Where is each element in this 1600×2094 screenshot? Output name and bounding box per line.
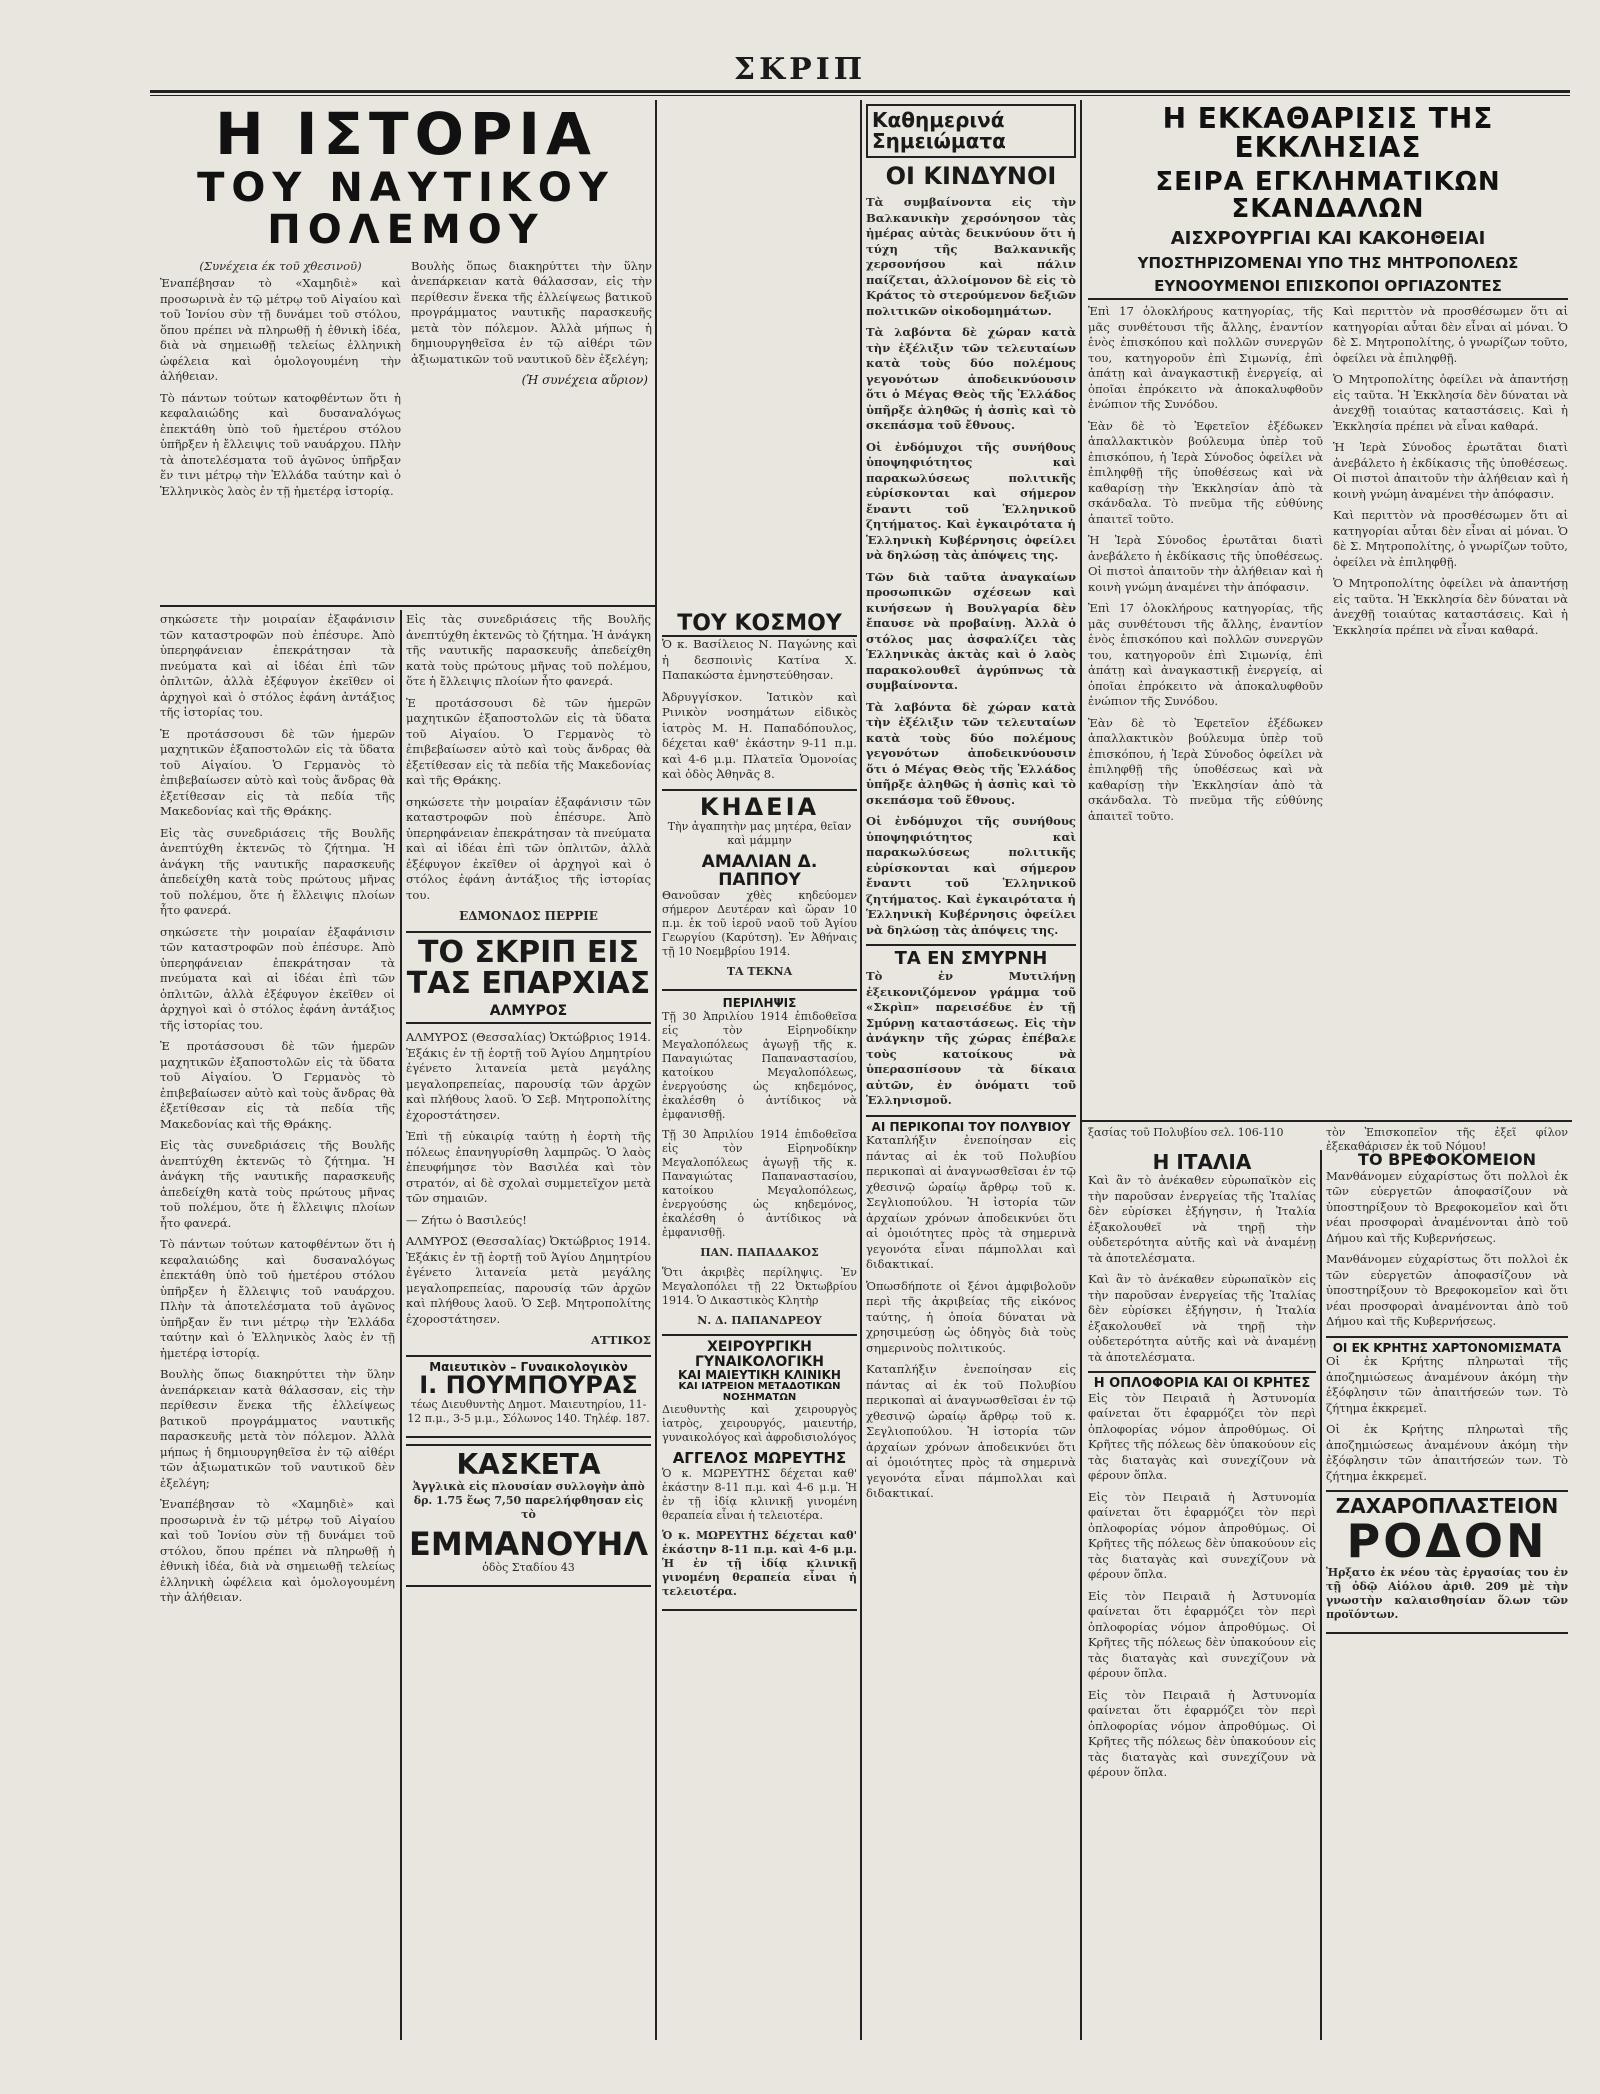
italy-title: Η ΙΤΑΛΙΑ [1152, 1150, 1252, 1174]
church-tail-text: τὸν Ἐπισκοπεῖον τῆς ἐξεῖ φίλον ἐξεκαθάρισεν ἐκ τοῦ Νόμου! [1326, 1126, 1568, 1153]
daily-paragraph-4: Τῶν διὰ ταῦτα ἀναγκαίων προσωπικῶν σχέσεων καὶ κινήσεων ἡ Βουλγαρία δὲν ἔπαυσε νὰ προβαίνῃ. Ἀλλὰ ὁ στόλος μας ἀσφαλίζει τὰς Ἑλληνικὰς ἀκτὰς καὶ ὁ λαὸς παρακολουθεῖ ἀγρύπνως τὰ συμβαίνοντα. [866, 569, 1076, 693]
column-rule-4 [400, 610, 402, 2040]
church-paragraph-3: Ἡ Ἱερὰ Σύνοδος ἐρωτᾶται διατὶ ἀνεβάλετο ἡ ἐκδίκασις τῆς ὑποθέσεως. Οἱ πιστοὶ ἀπαιτοῦν τὴν ἀλήθειαν καὶ ἡ κοινὴ γνώμη ἀναμένει τὴν ἀπόφασιν. [1088, 533, 1323, 594]
provinces-author: ΕΔΜΟΝΔΟΣ ΠΕΡΡΙΕ [459, 909, 598, 923]
provinces-header [406, 931, 651, 1025]
funeral-intro: Τὴν ἀγαπητὴν μας μητέρα, θεῖαν καὶ μάμμην [667, 819, 852, 847]
church-paragraph-3-b: Ἡ Ἱερὰ Σύνοδος ἐρωτᾶται διατὶ ἀνεβάλετο ἡ ἐκδίκασις τῆς ὑποθέσεως. Οἱ πιστοὶ ἀπαιτοῦν τὴν ἀλήθειαν καὶ ἡ κοινὴ γνώμη ἀναμένει τὴν ἀπόφασιν. [1333, 440, 1568, 501]
masthead: ΣΚΡΙΠ [733, 52, 867, 87]
daily-paragraph-2-b: Τὰ λαβόντα δὲ χώραν κατὰ τὴν ἐξέλιξιν τῶν τελευταίων κατὰ τοὺς δύο πολέμους γεγονότων ἀποδεικνύουσιν ὅτι ὁ Μέγας Θεὸς τῆς Ἑλλάδος ὑπῆρξε ἀληθῶς ἡ ἀσπὶς καὶ τὸ σκεπάσμα τοῦ ἔθνους. [866, 699, 1076, 807]
ad-caps-title: ΚΑΣΚΕΤΑ [456, 1448, 601, 1482]
history-article [160, 100, 652, 604]
church-paragraph-5: Ὁ Μητροπολίτης ὀφείλει νὰ ἀπαντήσῃ εἰς ταῦτα. Ἡ Ἐκκλησία δὲν δύναται νὰ ἀνεχθῇ τοιαύτας καταστάσεις. Καὶ ἡ Ἐκκλησία πρέπει νὰ εἶναι καθαρά. [1333, 372, 1568, 433]
provinces-signature: ΑΤΤΙΚΟΣ [590, 1333, 651, 1348]
provinces-cheer: — Ζήτω ὁ Βασιλεύς! [406, 1212, 527, 1227]
church-paragraph-1: Ἐπὶ 17 ὁλοκλήρους κατηγορίας, τῆς μᾶς συνθέτουσι τῆς ἄλλης, ἐναντίον ἑνὸς ἐπισκόπου καὶ πολλῶν συνεργῶν του, κατηγοροῦν ἐπὶ Σιμωνίᾳ, ἐπὶ ἀπάτῃ καὶ ἀναγκαστικῇ ἐνεργείᾳ, αἱ ὁποῖαι ἐπρόκειτο νὰ ἀποκαλυφθοῦν ἐνώπιον τῆς Συνόδου. [1088, 304, 1323, 412]
ad-caps [406, 1444, 651, 1587]
italy-crete-column [1088, 1152, 1316, 2042]
clinic-doctor: ΑΓΓΕΛΟΣ ΜΩΡΕΥΤΗΣ [672, 1449, 847, 1468]
cretan-vouchers-paragraph-b: Οἱ ἐκ Κρήτης πληρωταὶ τῆς ἀποζημιώσεως ἀναμένουν ἀκόμη τὴν ἐξόφλησιν τῶν ἀπαιτήσεών των. Τὸ ζήτημα ἐκκρεμεῖ. [1326, 1422, 1568, 1483]
nursery-title: ΤΟ ΒΡΕΦΟΚΟΜΕΙΟΝ [1358, 1150, 1536, 1169]
daily-paragraph-3: Οἱ ἐνδόμυχοι τῆς συνήθους ὑποψηφιότητος καὶ παρακωλύσεως πολιτικῆς εὐρίσκονται καὶ σήμερον ἔναντι τοῦ Ἑλληνικοῦ ζητήματος. Καὶ ἐγκαιρότατα ἡ Ἑλληνικὴ Κυβέρνησις ὀφείλει νὰ δηλώσῃ τὰς ἀπόψεις της. [866, 439, 1076, 563]
daily-title: ΟΙ ΚΙΝΔΥΝΟΙ [885, 162, 1057, 190]
provinces-paragraph-2: Ἐπὶ τῇ εὐκαιρίᾳ ταύτῃ ἡ ἑορτὴ τῆς πόλεως ἐπανηγυρίσθη λαμπρῶς. Ὁ λαὸς ἐπευφήμησε τὸν Βασιλέα καὶ τὸν στρατόν, αἱ δὲ σχολαὶ συμμετεῖχον μετὰ τῶν σημαιῶν. [406, 1129, 651, 1206]
column-rule-2 [860, 100, 862, 2040]
column-rule-5 [1320, 1150, 1322, 2040]
history-paragraph-2: Τὸ πάντων τούτων κατοφθέντων ὅτι ἡ κεφαλαιώδης καὶ δυσαναλόγως ἐπεκτάθη ὑπὸ τοῦ ἡμετέρου στόλου ὑπῆρξεν ἡ ἔλλειψις τοῦ ναυάρχου. Πλὴν τὰ ἀποτελέσματα τοῦ ἀγῶνος ὑπῆρξαν ἕν τινι μέτρῳ τὴν Ἑλλάδα ταύτην καὶ ὁ Ἑλληνικὸς λαὸς ἐν τῇ ἡμετέρᾳ ἱστορίᾳ. [160, 390, 401, 498]
world-paragraph-2: Ἀδρυγγίσκον. Ἰατικὸν καὶ Ρινικὸν νοσημάτων εἰδικὸς ἰατρὸς Μ. Η. Παπαδόπουλος, δέχεται καθ' ἑκάστην 9-11 π.μ. καὶ 4-6 μ.μ. Πλατεῖα Ὁμονοίας καὶ ὁδὸς Ἀθηνᾶς 8. [662, 689, 857, 782]
nursery-column [1326, 1152, 1568, 2042]
funeral-text: Θανοῦσαν χθὲς κηδεύομεν σήμερον Δευτέραν καὶ ὥραν 10 π.μ. ἐκ τοῦ ἱεροῦ ναοῦ τοῦ Ἁγίου Γεωργίου (Καρύτση). Ἐν Ἀθήναις τῇ 10 Νοεμβρίου 1914. [662, 889, 857, 959]
polybius-tail [1088, 1126, 1316, 1146]
ad-gynecology [406, 1355, 651, 1439]
italy-paragraph-b: Καὶ ἂν τὸ ἀνέκαθεν εὐρωπαϊκὸν εἰς τὴν παροῦσαν ἐνεργείας τῆς Ἰταλίας δὲν εὑρίσκει ἐξήγησιν, ἡ Ἰταλία ἐξακολουθεῖ νὰ τηρῇ τὴν οὐδετερότητα αὐτῆς καὶ νὰ ἀναμένῃ τὰ ἀποτελέσματα. [1088, 1272, 1316, 1364]
daily-paragraph-1: Τὰ συμβαίνοντα εἰς τὴν Βαλκανικὴν χερσόνησον τὰς ἡμέρας αὐτὰς δεικνύουν ὅτι ἡ τύχη τῆς Βαλκανικῆς χερσονήσου καὶ πάλιν παίζεται, ἀλλοίμονον δὲ εἰς τὸ Κράτος τὸ στερούμενον δεξιῶν πολιτικῶν οἰκοδομημάτων. [866, 195, 1076, 318]
church-line-3: ΕΥΝΟΟΥΜΕΝΟΙ ΕΠΙΣΚΟΠΟΙ ΟΡΓΙΑΖΟΝΤΕΣ [1088, 278, 1568, 301]
church-tail [1326, 1126, 1568, 1153]
funeral-name: ΑΜΑΛΙΑΝ Δ. ΠΑΠΠΟΥ [701, 851, 818, 890]
clinic-title: ΧΕΙΡΟΥΡΓΙΚΗ ΓΥΝΑΙΚΟΛΟΓΙΚΗ [694, 1339, 824, 1370]
summons-clerk: Ν. Δ. ΠΑΠΑΝΔΡΕΟΥ [697, 1314, 822, 1328]
nursery-paragraph: Μανθάνομεν εὐχαρίστως ὅτι πολλοὶ ἐκ τῶν εὐεργετῶν ἀποφασίζουν νὰ ὑποστηρίξουν τὸ Βρεφοκομεῖον καὶ ὅτι νέαι προσφοραὶ ἀναμένονται ἀπὸ τοῦ Δήμου καὶ τῆς Κυβερνήσεως. [1326, 1168, 1568, 1245]
daily-paragraph-2: Τὰ λαβόντα δὲ χώραν κατὰ τὴν ἐξέλιξιν τῶν τελευταίων κατὰ τοὺς δύο πολέμους γεγονότων ἀποδεικνύουσιν ὅτι ὁ Μέγας Θεὸς τῆς Ἑλλάδος ὑπῆρξε ἀληθῶς ἡ ἀσπὶς καὶ τὸ σκεπάσμα τοῦ ἔθνους. [866, 325, 1076, 433]
polybius-paragraph-2: Ὁπωσδήποτε οἱ ξένοι ἀμφιβολοῦν περὶ τῆς ἀκριβείας τῆς εἰκόνος ταύτης, ἡ ὁποία δύναται νὰ χρησιμεύσῃ ὡς ὁδηγὸς διὰ τοὺς σημερινοὺς πολιτικούς. [866, 1278, 1076, 1355]
crete-paragraph: Εἰς τὸν Πειραιᾶ ἡ Ἀστυνομία φαίνεται ὅτι ἐφαρμόζει τὸν περὶ ὁπλοφορίας νόμον ἀπροθύμως. Οἱ Κρῆτες τῆς πόλεως δὲν ὑπακούουν εἰς τὰς διαταγὰς καὶ συνεχίζουν νὰ φέρουν ὅπλα. [1088, 1390, 1316, 1483]
summons-signer: ΠΑΝ. ΠΑΠΑΔΑΚΟΣ [700, 1246, 819, 1260]
provinces-place: ΑΛΜΥΡΟΣ [489, 1002, 568, 1019]
summons-title: ΠΕΡΙΛΗΨΙΣ [722, 996, 797, 1011]
daily-tag: Καθημερινά Σημειώματα [866, 104, 1076, 158]
world-title: ΤΟΥ ΚΟΣΜΟΥ [662, 612, 857, 637]
church-title: Η ΕΚΚΑΘΑΡΙΣΙΣ ΤΗΣ ΕΚΚΛΗΣΙΑΣ [1162, 102, 1494, 165]
polybius-tail-text: ξασίας τοῦ Πολυβίου σελ. 106-110 [1088, 1126, 1284, 1139]
history-continuation: (Συνέχεια έκ τοῦ χθεσινοῦ) [199, 258, 362, 273]
history-paragraph-6-repeat: Εἰς τὰς συνεδριάσεις τῆς Βουλῆς ἀνεπτύχθη ἐκτενῶς τὸ ζήτημα. Ἡ ἀνάγκη τῆς ναυτικῆς παρασκευῆς ἀπεδείχθη κατὰ τοὺς πρώτους μῆνας τοῦ πολέμου, ὅτε ἡ ἔλλειψις πλοίων ἦτο φανερά. [160, 1138, 395, 1230]
nursery-paragraph-b: Μανθάνομεν εὐχαρίστως ὅτι πολλοὶ ἐκ τῶν εὐεργετῶν ἀποφασίζουν νὰ ὑποστηρίξουν τὸ Βρεφοκομεῖον καὶ ὅτι νέαι προσφοραὶ ἀναμένονται ἀπὸ τοῦ Δήμου καὶ τῆς Κυβερνήσεως. [1326, 1252, 1568, 1329]
polybius-paragraph-1-b: Καταπλήξιν ἐνεποίησαν εἰς πάντας αἱ ἐκ τοῦ Πολυβίου περικοπαὶ αἱ ἀναγνωσθεῖσαι ἐν τῷ χθεσινῷ ὡραίῳ ἄρθρῳ τοῦ κ. Σεγλιοπούλου. Ἡ ἱστορία τῶν ἀρχαίων χρόνων ἀποδεικνύει ὅτι αἱ ὁμοιότητες πρὸς τὰ σημερινὰ γεγονότα εἶναι πάμπολλαι καὶ διδακτικαί. [866, 1362, 1076, 1501]
history-paragraph-4: σηκώσετε τὴν μοιραίαν ἐξαφάνισιν τῶν καταστροφῶν ποὺ ἐπέσυρε. Ἀπὸ ὑπερηφάνειαν ἐπεκράτησαν τὰ πνεύματα καὶ αἱ ἰδέαι ἐπὶ τῶν ὁπλιτῶν, ἀλλὰ ἐξέφυγον ἐκεῖθεν οἱ ἀρχηγοὶ καὶ ὁ στόλος ἐφάνη ἀντάξιος τῆς ἱστορίας του. [160, 612, 395, 719]
church-paragraph-2: Ἐὰν δὲ τὸ Ἐφετεῖον ἐξέδωκεν ἀπαλλακτικὸν βούλευμα ὑπὲρ τοῦ ἐπισκόπου, ἡ Ἱερὰ Σύνοδος ὀφείλει νὰ ἐπιληφθῇ τῆς ὑποθέσεως καὶ νὰ καθαρίσῃ τὴν Ἐκκλησίαν ἀπὸ τὰ σκάνδαλα. Τὸ πνεῦμα τῆς εὐθύνης ἀπαιτεῖ τοῦτο. [1088, 418, 1323, 526]
ad-store-name: ΕΜΜΑΝΟΥΗΛ [408, 1524, 648, 1563]
polybius-paragraph-1: Καταπλήξιν ἐνεποίησαν εἰς πάντας αἱ ἐκ τοῦ Πολυβίου περικοπαὶ αἱ ἀναγνωσθεῖσαι ἐν τῷ χθεσινῷ ὡραίῳ ἄρθρῳ τοῦ κ. Σεγλιοπούλου. Ἡ ἱστορία τῶν ἀρχαίων χρόνων ἀποδεικνύει ὅτι αἱ ὁμοιότητες πρὸς τὰ σημερινὰ γεγονότα εἶναι πάμπολλαι καὶ διδακτικαί. [866, 1133, 1076, 1272]
summons-text-b: Τῇ 30 Ἀπριλίου 1914 ἐπιδοθεῖσα εἰς τὸν Εἰρηνοδίκην Μεγαλοπόλεως ἀγωγῇ τῆς κ. Παναγιώτας Παπαναστασίου, κατοίκου Μεγαλοπόλεως, ἐνεργούσης ὡς κηδεμόνος, ἐκαλέσθη ὁ ἀντίδικος νὰ ἐμφανισθῇ. [662, 1128, 857, 1240]
smyrna-paragraph: Τὸ ἐν Μυτιλήνῃ ἐξεικονιζόμενον γράμμα τοῦ «Σκρὶπ» παρεισέδυε ἐν τῇ Σμύρνῃ καταστάσεως. Εἰς τὴν ἀνάγκην τῆς χώρας ἐπέβαλε τοὺς κατοίκους νὰ ὑπερασπίσουν τὰ δίκαια αὐτῶν, ἐν ὀνόματι τοῦ Ἑλληνισμοῦ. [866, 969, 1076, 1108]
daily-notes-column [866, 104, 1076, 2040]
history-paragraph-4-b: σηκώσετε τὴν μοιραίαν ἐξαφάνισιν τῶν καταστροφῶν ποὺ ἐπέσυρε. Ἀπὸ ὑπερηφάνειαν ἐπεκράτησαν τὰ πνεύματα καὶ αἱ ἰδέαι ἐπὶ τῶν ὁπλιτῶν, ἀλλὰ ἐξέφυγον ἐκεῖθεν οἱ ἀρχηγοὶ καὶ ὁ στόλος ἐφάνη ἀντάξιος τῆς ἱστορίας του. [406, 794, 651, 902]
ad-doctor-name: Ι. ΠΟΥΜΠΟΥΡΑΣ [419, 1371, 638, 1400]
clinic-subtitle-2: ΚΑΙ ΙΑΤΡΕΙΟΝ ΜΕΤΑΔΟΤΙΚΩΝ ΝΟΣΗΜΑΤΩΝ [678, 1381, 841, 1403]
history-continuation-column [160, 612, 395, 2042]
church-article [1088, 104, 1568, 1116]
church-paragraph-1-b: Ἐπὶ 17 ὁλοκλήρους κατηγορίας, τῆς μᾶς συνθέτουσι τῆς ἄλλης, ἐναντίον ἑνὸς ἐπισκόπου καὶ πολλῶν συνεργῶν του, κατηγοροῦν ἐπὶ Σιμωνίᾳ, ἐπὶ ἀπάτῃ καὶ ἀναγκαστικῇ ἐνεργείᾳ, αἱ ὁποῖαι ἐπρόκειτο νὰ ἀποκαλυφθοῦν ἐνώπιον τῆς Συνόδου. [1088, 601, 1323, 709]
history-subtitle: ΤΟΥ ΝΑΥΤΙΚΟΥ ΠΟΛΕΜΟΥ [197, 164, 615, 253]
funeral-notice [662, 789, 857, 992]
history-paragraph-2-repeat: Τὸ πάντων τούτων κατοφθέντων ὅτι ἡ κεφαλαιώδης καὶ δυσαναλόγως ἐπεκτάθη ὑπὸ τοῦ ἡμετέρου στόλου ὑπῆρξεν ἡ ἔλλειψις τοῦ ναυάρχου. Πλὴν τὰ ἀποτελέσματα τοῦ ἀγῶνος ὑπῆρξαν ἕν τινι μέτρῳ τὴν Ἑλλάδα ταύτην καὶ ὁ Ἑλληνικὸς λαὸς ἐν τῇ ἡμετέρᾳ ἱστορίᾳ. [160, 1237, 395, 1360]
history-paragraph-1-repeat: Ἐναπέβησαν τὸ «Χαμηδιὲ» καὶ προσωρινὰ ἐν τῷ μέτρῳ τοῦ Αἰγαίου καὶ τοῦ Ἰονίου σὺν τῇ δυνάμει τοῦ στόλου, ὅπου πρέπει νὰ πληρωθῇ ἡ ἐθνικὴ ἰδέα, διὰ νὰ σημειωθῇ τελείως ἑλληνικὴ ὠφέλεια καὶ ὁμολογουμένη τὴν ἀλήθειαν. [160, 1497, 395, 1604]
provinces-paragraph-1: ΑΛΜΥΡΟΣ (Θεσσαλίας) Ὀκτώβριος 1914. Ἐξάκις ἐν τῇ ἑορτῇ τοῦ Ἁγίου Δημητρίου ἐγένετο λιτανεία μετὰ μεγάλης μεγαλοπρεπείας, παρουσίᾳ τῶν ἀρχῶν καὶ πλήθους λαοῦ. Ὁ Σεβ. Μητροπολίτης ἐχοροστάτησεν. [406, 1030, 651, 1122]
top-rule [150, 90, 1570, 93]
smyrna-title: ΤΑ ΕΝ ΣΜΥΡΝΗ [866, 944, 1076, 969]
church-line-2: ΥΠΟΣΤΗΡΙΖΟΜΕΝΑΙ ΥΠΟ ΤΗΣ ΜΗΤΡΟΠΟΛΕΩΣ [1137, 254, 1519, 273]
society-column [662, 612, 857, 2042]
summons-note: Ὅτι ἀκριβὲς περίληψις. Ἐν Μεγαλοπόλει τῇ 22 Ὀκτωβρίου 1914. Ὁ Δικαστικὸς Κλητὴρ [662, 1266, 857, 1308]
ad-sweets [1326, 1490, 1568, 1633]
column-rule-3 [1080, 100, 1082, 2040]
history-paragraph-3-repeat: Βουλὴς ὅπως διακηρύττει τὴν ὕλην ἀνεπάρκειαν κατὰ θάλασσαν, εἰς τὴν περίθεσιν ἕνεκα τῆς ἐλλείψεως βατικοῦ προγράμματος ναυτικῆς παρασκευῆς μετὰ τὸν πόλεμον. Ἀλλὰ μήπως ἡ δημιουργηθεῖσα ἐν τῷ αἰθέρι τῶν ἀξιωματικῶν τοῦ ναυτικοῦ δὲν ἐξελέγη; [160, 1367, 395, 1490]
history-paragraph-5-b: Ἐ προτάσσουσι δὲ τῶν ἡμερῶν μαχητικῶν ἐξαποστολῶν εἰς τὰ ὕδατα τοῦ Αἰγαίου. Ὁ Γερμανὸς τὸ ἐπιβεβαίωσεν αὐτὸ καὶ τοὺς ἄνδρας θὰ ἐξετίθεσαν εἰς τὰ πεδία τῆς Μακεδονίας καὶ τῆς Θράκης. [406, 695, 651, 787]
clinic-subtitle: ΚΑΙ ΜΑΙΕΥΤΙΚΗ ΚΛΙΝΙΚΗ [678, 1368, 841, 1383]
sweets-info: Ἠρξατο ἐκ νέου τὰς ἐργασίας του ἐν τῇ ὁδῷ Αἰόλου ἀριθ. 209 μὲ τὴν γνωστὴν καλαισθησίαν ὅλων τῶν προϊόντων. [1326, 1565, 1568, 1621]
ad-doctor-info: τέως Διευθυντὴς Δημοτ. Μαιευτηρίου, 11-12 π.μ., 3-5 μ.μ., Σόλωνος 140. Τηλέφ. 187. [407, 1398, 650, 1426]
history-continued-note: (Ἡ συνέχεια αὔριον) [521, 373, 648, 388]
clinic-text: Ὁ κ. ΜΩΡΕΥΤΗΣ δέχεται καθ' ἑκάστην 8-11 π.μ. καὶ 4-6 μ.μ. Ἡ ἐν τῇ ἰδίᾳ κλινικῇ γινομένη θεραπεία εἶναι ἡ τελειοτέρα. [662, 1466, 857, 1522]
clinic-info: Διευθυντὴς καὶ χειρουργὸς ἰατρὸς, χειρουργός, μαιευτήρ, γυναικολόγος καὶ ἀφροδισιολόγος [662, 1403, 857, 1445]
cretan-vouchers-paragraph: Οἱ ἐκ Κρήτης πληρωταὶ τῆς ἀποζημιώσεως ἀναμένουν ἀκόμη τὴν ἐξόφλησιν τῶν ἀπαιτήσεών των. Τὸ ζήτημα ἐκκρεμεῖ. [1326, 1354, 1568, 1415]
church-line-1: ΑΙΣΧΡΟΥΡΓΙΑΙ ΚΑΙ ΚΑΚΟΗΘΕΙΑΙ [1170, 228, 1486, 250]
church-paragraph-4-b: Καὶ περιττὸν νὰ προσθέσωμεν ὅτι αἱ κατηγορίαι αὗται δὲν εἶναι αἱ μόναι. Ὁ δὲ Σ. Μητροπολίτης, ὁ γνωρίζων τοῦτο, ὀφείλει νὰ ἐπιληφθῇ. [1333, 508, 1568, 569]
church-paragraph-5-b: Ὁ Μητροπολίτης ὀφείλει νὰ ἀπαντήσῃ εἰς ταῦτα. Ἡ Ἐκκλησία δὲν δύναται νὰ ἀνεχθῇ τοιαύτας καταστάσεις. Καὶ ἡ Ἐκκλησία πρέπει νὰ εἶναι καθαρά. [1333, 576, 1568, 637]
church-subtitle: ΣΕΙΡΑ ΕΓΚΛΗΜΑΤΙΚΩΝ ΣΚΑΝΔΑΛΩΝ [1155, 166, 1501, 225]
sweets-title: ΖΑΧΑΡΟΠΛΑΣΤΕΙΟΝ [1335, 1494, 1559, 1519]
funeral-signed: ΤΑ ΤΕΚΝΑ [726, 965, 793, 979]
crete-title: Η ΟΠΛΟΦΟΡΙΑ ΚΑΙ ΟΙ ΚΡΗΤΕΣ [1088, 1371, 1316, 1391]
daily-paragraph-3-b: Οἱ ἐνδόμυχοι τῆς συνήθους ὑποψηφιότητος καὶ παρακωλύσεως πολιτικῆς εὐρίσκονται καὶ σήμερον ἔναντι τοῦ Ἑλληνικοῦ ζητήματος. Καὶ ἐγκαιρότατα ἡ Ἑλληνικὴ Κυβέρνησις ὀφείλει νὰ δηλώσῃ τὰς ἀπόψεις της. [866, 814, 1076, 937]
church-paragraph-4: Καὶ περιττὸν νὰ προσθέσωμεν ὅτι αἱ κατηγορίαι αὗται δὲν εἶναι αἱ μόναι. Ὁ δὲ Σ. Μητροπολίτης, ὁ γνωρίζων τοῦτο, ὀφείλει νὰ ἐπιληφθῇ. [1333, 304, 1568, 365]
provinces-column [406, 612, 651, 2042]
sweets-name: ΡΟΔΟΝ [1346, 1514, 1548, 1569]
church-bottom-rule [1082, 1120, 1572, 1122]
world-paragraph-1: Ὁ κ. Βασίλειος Ν. Παγώνης καὶ ἡ δεσποινὶς Κατίνα Χ. Παπακώστα ἐμνηστεύθησαν. [662, 637, 857, 683]
crete-paragraph-d: Εἰς τὸν Πειραιᾶ ἡ Ἀστυνομία φαίνεται ὅτι ἐφαρμόζει τὸν περὶ ὁπλοφορίας νόμον ἀπροθύμως. Οἱ Κρῆτες τῆς πόλεως δὲν ὑπακούουν εἰς τὰς διαταγὰς καὶ συνεχίζουν νὰ φέρουν ὅπλα. [1088, 1687, 1316, 1780]
church-paragraph-2-b: Ἐὰν δὲ τὸ Ἐφετεῖον ἐξέδωκεν ἀπαλλακτικὸν βούλευμα ὑπὲρ τοῦ ἐπισκόπου, ἡ Ἱερὰ Σύνοδος ὀφείλει νὰ ἐπιληφθῇ τῆς ὑποθέσεως καὶ νὰ καθαρίσῃ τὴν Ἐκκλησίαν ἀπὸ τὰ σκάνδαλα. Τὸ πνεῦμα τῆς εὐθύνης ἀπαιτεῖ τοῦτο. [1088, 715, 1323, 823]
history-title: Η ΙΣΤΟΡΙΑ [215, 100, 597, 168]
ad-clinic [662, 1334, 857, 1611]
summons-text: Τῇ 30 Ἀπριλίου 1914 ἐπιδοθεῖσα εἰς τὸν Εἰρηνοδίκην Μεγαλοπόλεως ἀγωγῇ τῆς κ. Παναγιώτας Παπαναστασίου, κατοίκου Μεγαλοπόλεως, ἐνεργούσης ὡς κηδεμόνος, ἐκαλέσθη ὁ ἀντίδικος νὰ ἐμφανισθῇ. [662, 1010, 857, 1122]
clinic-text-b: Ὁ κ. ΜΩΡΕΥΤΗΣ δέχεται καθ' ἑκάστην 8-11 π.μ. καὶ 4-6 μ.μ. Ἡ ἐν τῇ ἰδίᾳ κλινικῇ γινομένη θεραπεία εἶναι ἡ τελειοτέρα. [662, 1528, 857, 1598]
history-paragraph-4-repeat: σηκώσετε τὴν μοιραίαν ἐξαφάνισιν τῶν καταστροφῶν ποὺ ἐπέσυρε. Ἀπὸ ὑπερηφάνειαν ἐπεκράτησαν τὰ πνεύματα καὶ αἱ ἰδέαι ἐπὶ τῶν ὁπλιτῶν, ἀλλὰ ἐξέφυγον ἐκεῖθεν οἱ ἀρχηγοὶ καὶ ὁ στόλος ἐφάνη ἀντάξιος τῆς ἱστορίας του. [160, 924, 395, 1032]
provinces-paragraph-1-b: ΑΛΜΥΡΟΣ (Θεσσαλίας) Ὀκτώβριος 1914. Ἐξάκις ἐν τῇ ἑορτῇ τοῦ Ἁγίου Δημητρίου ἐγένετο λιτανεία μετὰ μεγάλης μεγαλοπρεπείας, παρουσίᾳ τῶν ἀρχῶν καὶ πλήθους λαοῦ. Ὁ Σεβ. Μητροπολίτης ἐχοροστάτησεν. [406, 1234, 651, 1326]
history-paragraph-5: Ἐ προτάσσουσι δὲ τῶν ἡμερῶν μαχητικῶν ἐξαποστολῶν εἰς τὰ ὕδατα τοῦ Αἰγαίου. Ὁ Γερμανὸς τὸ ἐπιβεβαίωσεν αὐτὸ καὶ τοὺς ἄνδρας θὰ ἐξετίθεσαν εἰς τὰ πεδία τῆς Μακεδονίας καὶ τῆς Θράκης. [160, 726, 395, 818]
ad-store-address: ὁδὸς Σταδίου 43 [482, 1561, 575, 1575]
history-paragraph-1: Ἐναπέβησαν τὸ «Χαμηδιὲ» καὶ προσωρινὰ ἐν τῷ μέτρῳ τοῦ Αἰγαίου καὶ τοῦ Ἰονίου σὺν τῇ δυνάμει τοῦ στόλου, ὅπου πρέπει νὰ πληρωθῇ ἡ ἐθνικὴ ἰδέα, διὰ νὰ σημειωθῇ τελείως ἑλληνικὴ ὠφέλεια καὶ ὁμολογουμένη τὴν ἀλήθειαν. [160, 276, 401, 384]
history-bottom-rule [160, 605, 655, 607]
polybius-title: ΑΙ ΠΕΡΙΚΟΠΑΙ ΤΟΥ ΠΟΛΥΒΙΟΥ [866, 1115, 1076, 1134]
crete-paragraph-b: Εἰς τὸν Πειραιᾶ ἡ Ἀστυνομία φαίνεται ὅτι ἐφαρμόζει τὸν περὶ ὁπλοφορίας νόμον ἀπροθύμως. Οἱ Κρῆτες τῆς πόλεως δὲν ὑπακούουν εἰς τὰς διαταγὰς καὶ συνεχίζουν νὰ φέρουν ὅπλα. [1088, 1489, 1316, 1582]
cretan-vouchers-title: ΟΙ ΕΚ ΚΡΗΤΗΣ ΧΑΡΤΟΝΟΜΙΣΜΑΤΑ [1326, 1336, 1568, 1355]
funeral-title: ΚΗΔΕΙΑ [699, 792, 820, 821]
column-rule-1 [655, 100, 657, 2040]
ad-caps-info: Ἀγγλικὰ εἰς πλουσίαν συλλογὴν ἀπὸ δρ. 1.75 ἕως 7,50 παρελήφθησαν εἰς τὸ [412, 1479, 645, 1521]
history-paragraph-6: Εἰς τὰς συνεδριάσεις τῆς Βουλῆς ἀνεπτύχθη ἐκτενῶς τὸ ζήτημα. Ἡ ἀνάγκη τῆς ναυτικῆς παρασκευῆς ἀπεδείχθη κατὰ τοὺς πρώτους μῆνας τοῦ πολέμου, ὅτε ἡ ἔλλειψις πλοίων ἦτο φανερά. [160, 825, 395, 917]
history-paragraph-5-repeat: Ἐ προτάσσουσι δὲ τῶν ἡμερῶν μαχητικῶν ἐξαποστολῶν εἰς τὰ ὕδατα τοῦ Αἰγαίου. Ὁ Γερμανὸς τὸ ἐπιβεβαίωσεν αὐτὸ καὶ τοὺς ἄνδρας θὰ ἐξετίθεσαν εἰς τὰ πεδία τῆς Μακεδονίας καὶ τῆς Θράκης. [160, 1039, 395, 1131]
crete-paragraph-c: Εἰς τὸν Πειραιᾶ ἡ Ἀστυνομία φαίνεται ὅτι ἐφαρμόζει τὸν περὶ ὁπλοφορίας νόμον ἀπροθύμως. Οἱ Κρῆτες τῆς πόλεως δὲν ὑπακούουν εἰς τὰς διαταγὰς καὶ συνεχίζουν νὰ φέρουν ὅπλα. [1088, 1588, 1316, 1681]
history-paragraph-3: Βουλὴς ὅπως διακηρύττει τὴν ὕλην ἀνεπάρκειαν κατὰ θάλασσαν, εἰς τὴν περίθεσιν ἕνεκα τῆς ἐλλείψεως βατικοῦ προγράμματος ναυτικῆς παρασκευῆς μετὰ τὸν πόλεμον. Ἀλλὰ μήπως ἡ δημιουργηθεῖσα ἐν τῷ αἰθέρι τῶν ἀξιωματικῶν τοῦ ναυτικοῦ δὲν ἐξελέγη; [411, 258, 652, 366]
italy-paragraph: Καὶ ἂν τὸ ἀνέκαθεν εὐρωπαϊκὸν εἰς τὴν παροῦσαν ἐνεργείας τῆς Ἰταλίας δὲν εὑρίσκει ἐξήγησιν, ἡ Ἰταλία ἐξακολουθεῖ νὰ τηρῇ τὴν οὐδετερότητα αὐτῆς καὶ νὰ ἀναμένῃ τὰ ἀποτελέσματα. [1088, 1173, 1316, 1265]
top-rule-thin [150, 95, 1570, 96]
provinces-title: ΤΟ ΣΚΡΙΠ ΕΙΣ ΤΑΣ ΕΠΑΡΧΙΑΣ [406, 934, 651, 1001]
history-paragraph-6-b: Εἰς τὰς συνεδριάσεις τῆς Βουλῆς ἀνεπτύχθη ἐκτενῶς τὸ ζήτημα. Ἡ ἀνάγκη τῆς ναυτικῆς παρασκευῆς ἀπεδείχθη κατὰ τοὺς πρώτους μῆνας τοῦ πολέμου, ὅτε ἡ ἔλλειψις πλοίων ἦτο φανερά. [406, 612, 651, 688]
ad-doctor-kind: Μαιευτικὸν – Γυναικολογικὸν [429, 1359, 628, 1374]
